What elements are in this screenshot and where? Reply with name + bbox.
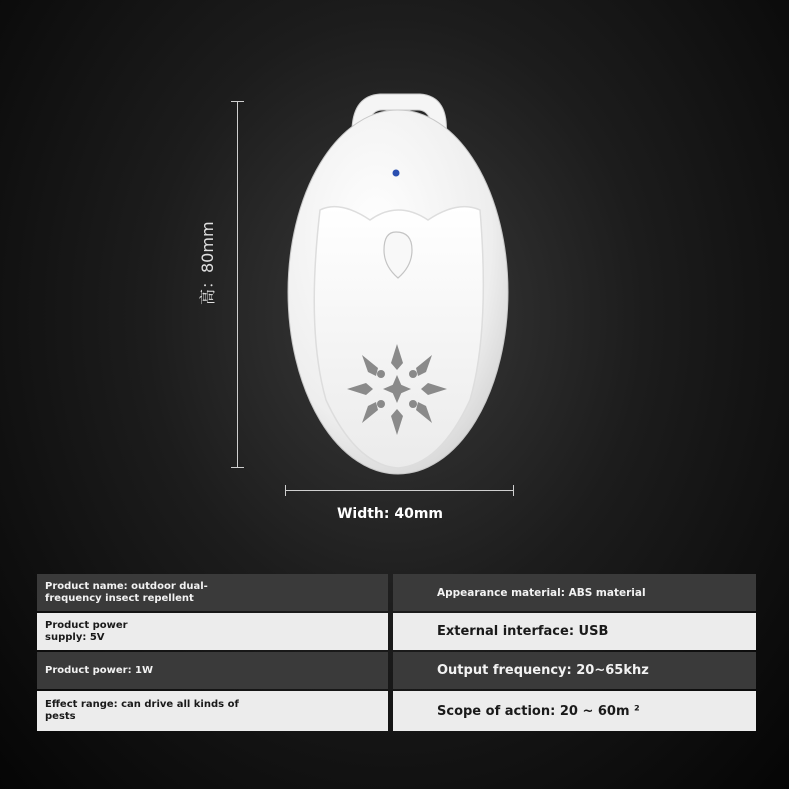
spec-cell-scope bbox=[393, 691, 756, 731]
spec-cell-power-supply bbox=[37, 613, 388, 650]
spec-text: Scope of action: 20 ~ 60m ² bbox=[437, 703, 640, 719]
spec-cell-material bbox=[393, 574, 756, 611]
width-label: Width: 40mm bbox=[336, 506, 444, 522]
repeller-device-image bbox=[280, 80, 520, 480]
spec-text: Effect range: can drive all kinds of pests bbox=[45, 699, 239, 722]
width-dimension-line bbox=[285, 490, 514, 491]
spec-text: Output frequency: 20~65khz bbox=[437, 663, 649, 678]
spec-cell-frequency bbox=[393, 652, 756, 689]
spec-text: Appearance material: ABS material bbox=[437, 586, 646, 599]
spec-cell-product-name bbox=[37, 574, 388, 611]
height-dimension-cap-bottom bbox=[231, 467, 244, 468]
width-dimension-cap-left bbox=[285, 485, 286, 496]
spec-text: Product name: outdoor dual-frequency insect repellent bbox=[45, 580, 208, 604]
spec-cell-power bbox=[37, 652, 388, 689]
spec-text: External interface: USB bbox=[437, 624, 609, 639]
spec-table bbox=[37, 574, 756, 731]
height-dimension-cap-top bbox=[231, 101, 244, 102]
height-dimension-line bbox=[237, 101, 238, 468]
spec-text: Product power supply: 5V bbox=[45, 619, 128, 643]
spec-text: Product power: 1W bbox=[45, 664, 154, 676]
indicator-led bbox=[393, 170, 400, 177]
spec-cell-interface bbox=[393, 613, 756, 650]
width-dimension-cap-right bbox=[513, 485, 514, 496]
spec-cell-effect-range bbox=[37, 691, 388, 731]
height-label: 高：80mm bbox=[198, 221, 217, 305]
